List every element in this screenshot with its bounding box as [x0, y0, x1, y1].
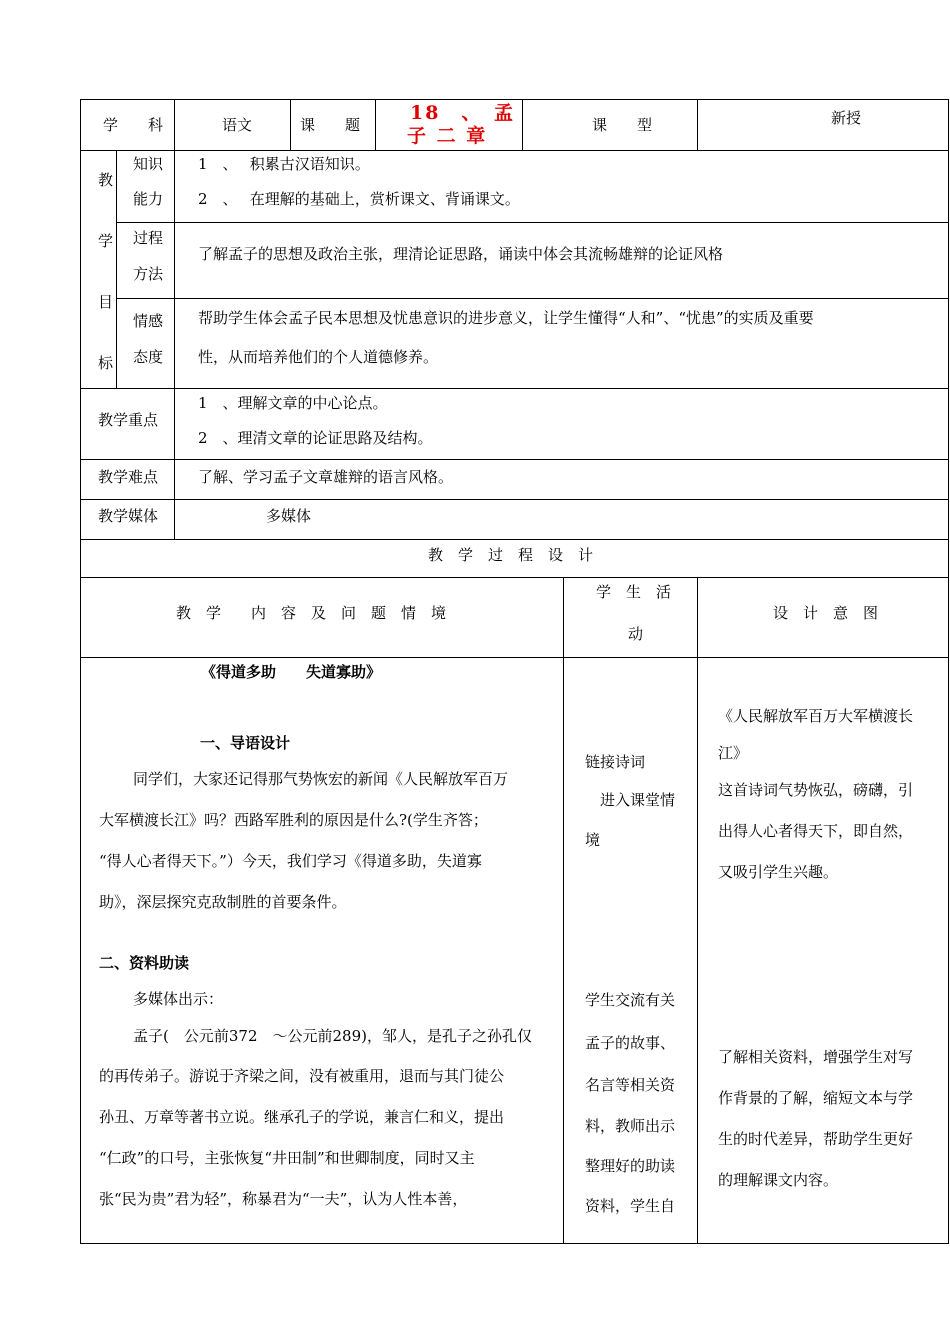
knowledge-label: 能力: [133, 190, 164, 208]
emotion-label: 态度: [133, 348, 164, 366]
paragraph-line: 大军横渡长江》吗？西路军胜利的原因是什么?(学生齐答；: [99, 811, 488, 829]
paragraph-line: 的再传弟子。游说于齐梁之间，没有被重用，退而与其门徒公: [99, 1067, 505, 1085]
subject-value: 语文: [222, 116, 253, 134]
difficulty-label: 教学难点: [98, 468, 159, 486]
paragraph-line: 同学们，大家还记得那气势恢宏的新闻《人民解放军百万: [133, 770, 509, 788]
process-label: 过程: [133, 229, 164, 247]
emotion-label: 情感: [133, 312, 164, 330]
row-divider: [80, 459, 949, 460]
paragraph-line: 张“民为贵”君为轻”，称暴君为“一夫”，认为人性本善，: [99, 1190, 468, 1208]
row-divider: [80, 150, 949, 151]
knowledge-item: 2 、 在理解的基础上，赏析课文、背诵课文。: [198, 190, 520, 208]
process-label: 方法: [133, 265, 164, 283]
col-divider: [563, 577, 564, 1244]
col-divider: [290, 99, 291, 150]
intent-text: 的理解课文内容。: [718, 1171, 839, 1189]
activity-text: 料，教师出示: [585, 1117, 676, 1135]
row-divider: [116, 222, 949, 223]
objectives-vertical-label: 标: [98, 354, 114, 372]
activity-text: 名言等相关资: [585, 1076, 676, 1094]
process-text: 了解孟子的思想及政治主张，理清论证思路，诵读中体会其流畅雄辩的论证风格: [198, 245, 724, 263]
column-header-activity: 学 生 活: [596, 583, 672, 601]
paragraph-line: 孙丑、万章等著书立说。继承孔子的学说，兼言仁和义，提出: [99, 1108, 505, 1126]
type-label: 课 型: [592, 116, 653, 134]
table-border-left: [80, 99, 81, 1244]
knowledge-label: 知识: [133, 155, 164, 173]
paragraph-line: 多媒体出示：: [133, 990, 224, 1008]
intent-text: 作背景的了解，缩短文本与学: [718, 1089, 914, 1107]
activity-text: 进入课堂情: [585, 791, 676, 809]
row-divider: [80, 657, 949, 658]
topic-title-line2: 子 二 章: [407, 125, 488, 147]
activity-text: 链接诗词: [585, 753, 646, 771]
lesson-title: 《得道多助 失道寡助》: [201, 663, 382, 681]
paragraph-line: “得人心者得天下。”）今天，我们学习《得道多助，失道寡: [99, 852, 482, 870]
media-label: 教学媒体: [98, 507, 159, 525]
activity-text: 资料，学生自: [585, 1197, 676, 1215]
paragraph-line: “仁政”的口号，主张恢复“井田制”和世卿制度，同时又主: [99, 1149, 475, 1167]
type-value: 新授: [831, 109, 862, 127]
difficulty-text: 了解、学习孟子文章雄辩的语言风格。: [198, 468, 454, 486]
intent-text: 生的时代差异，帮助学生更好: [718, 1130, 914, 1148]
row-divider: [80, 577, 949, 578]
objectives-vertical-label: 学: [98, 232, 114, 250]
key-points-label: 教学重点: [98, 411, 159, 429]
section-heading: 一、导语设计: [200, 734, 291, 752]
subject-label: 学 科: [103, 116, 164, 134]
table-border-right: [948, 99, 949, 1244]
intent-text: 了解相关资料，增强学生对写: [718, 1048, 914, 1066]
row-divider: [80, 388, 949, 389]
emotion-text-line: 帮助学生体会孟子民本思想及忧患意识的进步意义，让学生懂得“人和”、“忧患”的实质及重要: [198, 309, 814, 327]
column-header-activity: 动: [628, 625, 644, 643]
paragraph-line: 助》，深层探究克敌制胜的首要条件。: [99, 893, 347, 911]
process-design-title: 教 学 过 程 设 计: [428, 546, 594, 564]
objectives-vertical-label: 教: [98, 171, 114, 189]
objectives-vertical-label: 目: [98, 293, 114, 311]
intent-text: 又吸引学生兴趣。: [718, 863, 839, 881]
col-divider: [116, 150, 117, 388]
row-divider: [80, 499, 949, 500]
col-divider: [375, 99, 376, 150]
emotion-text-line: 性，从而培养他们的个人道德修养。: [198, 348, 439, 366]
col-divider: [522, 99, 523, 150]
col-divider: [697, 577, 698, 1244]
key-point-item: 1 、理解文章的中心论点。: [198, 394, 388, 412]
intent-text: 这首诗词气势恢弘，磅礴，引: [718, 781, 914, 799]
table-border-top: [80, 99, 949, 100]
activity-text: 整理好的助读: [585, 1157, 676, 1175]
topic-title-line1: 18 、 孟: [410, 102, 515, 124]
key-point-item: 2 、理清文章的论证思路及结构。: [198, 429, 433, 447]
media-text: 多媒体: [266, 507, 312, 525]
row-divider: [116, 298, 949, 299]
column-header-content: 教 学 内 容 及 问 题 情 境: [176, 604, 447, 622]
intent-text: 出得人心者得天下，即自然，: [718, 822, 914, 840]
section-heading: 二、资料助读: [99, 954, 190, 972]
activity-text: 孟子的故事、: [585, 1034, 676, 1052]
intent-text: 江》: [718, 744, 749, 762]
paragraph-line: 孟子( 公元前372 ～公元前289)，邹人，是孔子之孙孔仅: [133, 1027, 532, 1045]
column-header-intent: 设 计 意 图: [773, 604, 879, 622]
intent-text: 《人民解放军百万大军横渡长: [718, 707, 914, 725]
row-divider: [80, 539, 949, 540]
col-divider: [697, 99, 698, 150]
table-border-bottom: [80, 1243, 949, 1244]
knowledge-item: 1 、 积累古汉语知识。: [198, 155, 370, 173]
col-divider: [174, 99, 175, 539]
activity-text: 学生交流有关: [585, 991, 676, 1009]
activity-text: 境: [585, 831, 601, 849]
topic-label: 课 题: [300, 116, 361, 134]
